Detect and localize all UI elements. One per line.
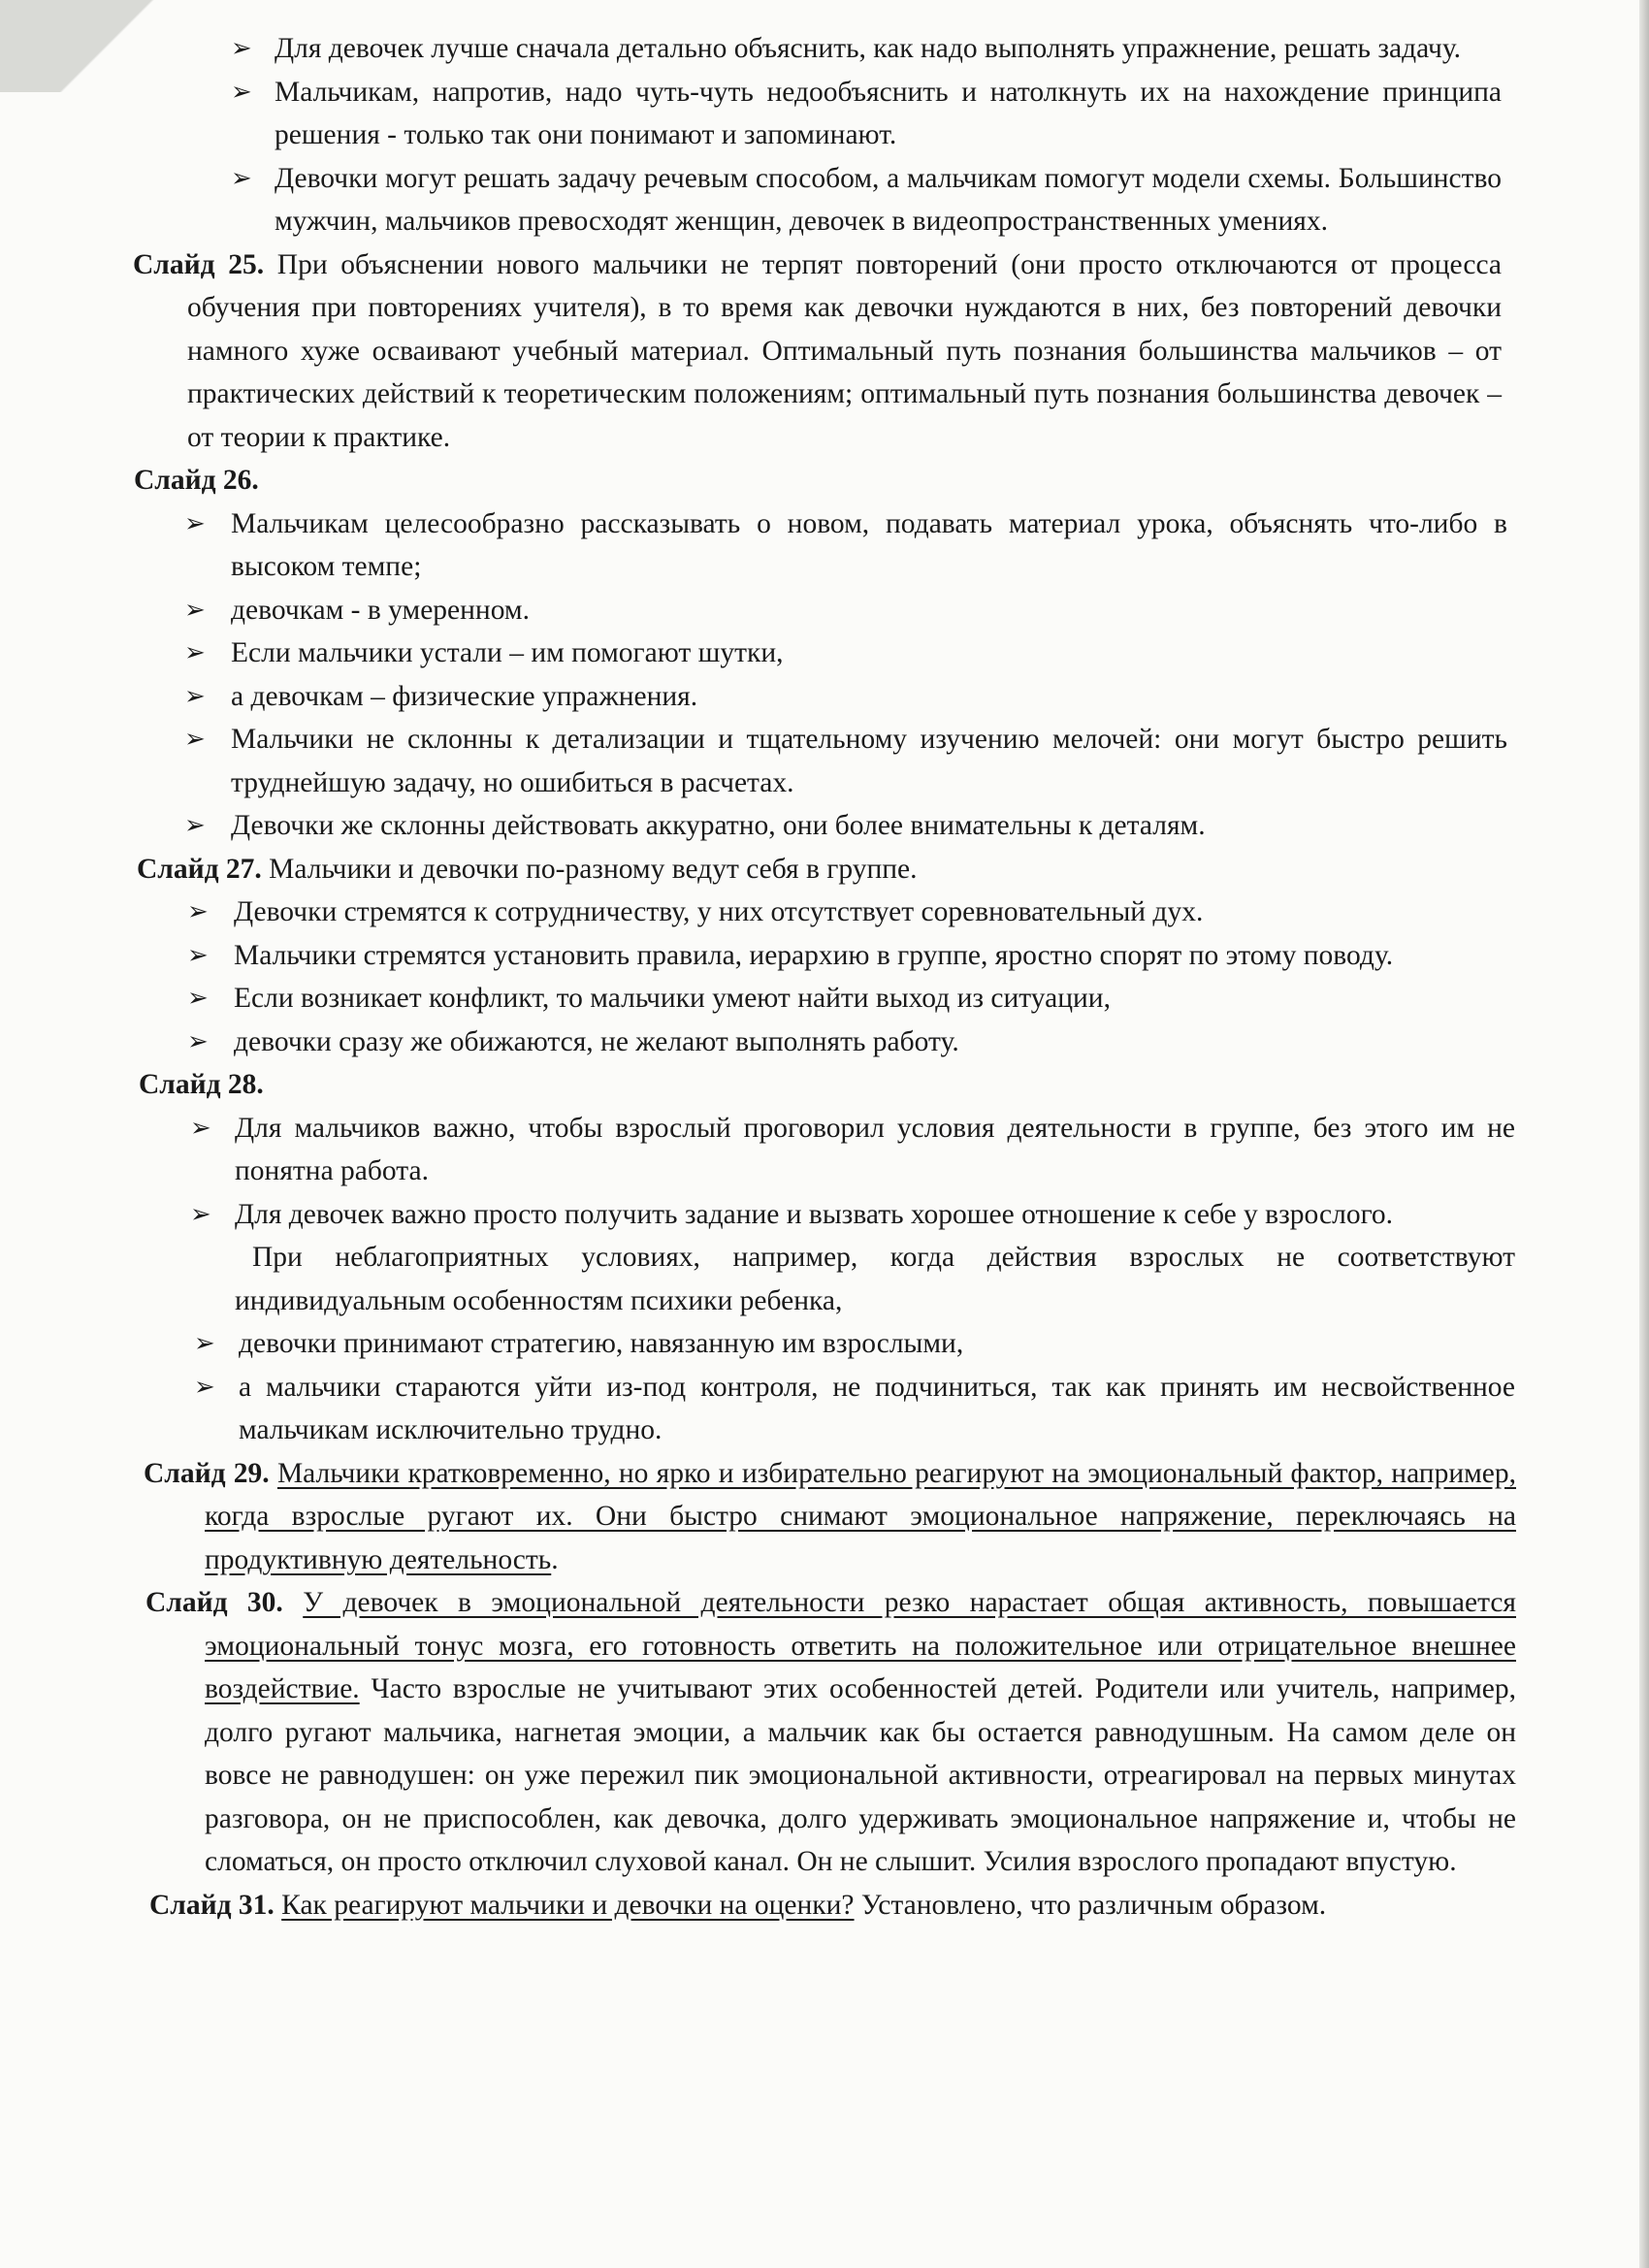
slide-29-paragraph <box>144 1452 1516 1582</box>
arrow-bullet-icon: ➢ <box>187 897 209 925</box>
slide-heading: Слайд 26. <box>134 465 259 496</box>
bullet-item <box>184 502 1507 589</box>
bullet-item <box>187 934 1510 978</box>
slide-heading: Слайд 25. <box>133 248 265 280</box>
slide-27-paragraph <box>137 848 1507 891</box>
bullet-item <box>231 157 1502 243</box>
slide-heading: Слайд 31. <box>149 1889 275 1921</box>
arrow-bullet-icon: ➢ <box>187 940 209 969</box>
slide-heading: Слайд 29. <box>144 1457 270 1489</box>
arrow-bullet-icon: ➢ <box>187 984 209 1012</box>
bullet-text: Если мальчики устали – им помогают шутки, <box>231 637 784 668</box>
slide-text: . <box>551 1543 559 1575</box>
arrow-bullet-icon: ➢ <box>190 1113 211 1142</box>
bullet-text: Девочки могут решать задачу речевым способом, а мальчикам помогут модели схемы. Большинство мужчин, мальчиков превосходят женщин, девочек в видеопространственных умениях. <box>275 162 1502 237</box>
bullet-text: Для девочек важно просто получить задание и вызвать хорошее отношение к себе у взрослого. <box>235 1198 1394 1230</box>
arrow-bullet-icon: ➢ <box>184 508 206 537</box>
slide-text: При объяснении нового мальчики не терпят повторений (они просто отключаются от процесса обучения при повторениях учителя), в то время как девочки нуждаются в них, без повторений девочки намного хуже осваивают учебный материал. Оптимальный путь познания большинства мальчиков – от практических действий к теоретическим положениям; оптимальный путь познания большинства девочек – от теории к практике. <box>187 248 1503 453</box>
bullet-item <box>187 977 1510 1021</box>
slide-heading: Слайд 27. <box>137 853 262 885</box>
bullet-item <box>187 891 1510 934</box>
slide-text: Установлено, что различным образом. <box>860 1889 1327 1921</box>
bullet-item <box>231 71 1502 157</box>
bullet-item <box>184 804 1507 848</box>
bullet-text: а девочкам – физические упражнения. <box>231 680 698 712</box>
slide-26-heading-line <box>134 459 1502 502</box>
underlined-text: Как реагируют мальчики и девочки на оценки? <box>281 1889 855 1921</box>
underlined-text: Мальчики кратковременно, но ярко и избирательно реагируют на эмоциональный фактор, например, когда взрослые ругают их. Они быстро снимают эмоциональное напряжение, переключаясь на продуктивную деятельность <box>205 1457 1516 1575</box>
bullet-item <box>231 27 1502 71</box>
arrow-bullet-icon: ➢ <box>184 681 206 710</box>
arrow-bullet-icon: ➢ <box>184 595 206 624</box>
bullet-item <box>184 589 1507 632</box>
bullet-text: Для мальчиков важно, чтобы взрослый проговорил условия деятельности в группе, без этого им не понятна работа. <box>235 1112 1515 1186</box>
bullet-text: девочки принимают стратегию, навязанную им взрослыми, <box>239 1328 964 1359</box>
bullet-text: Мальчикам, напротив, надо чуть-чуть недообъяснить и натолкнуть их на нахождение принципа решения - только так они понимают и запоминают. <box>275 76 1502 150</box>
slide-text: Часто взрослые не учитывают этих особенностей детей. Родители или учитель, например, долго ругают мальчика, нагнетая эмоции, а мальчик как бы остается равнодушным. На самом деле он вовсе не равнодушен: он уже пережил пик эмоциональной активности, отреагировал на первых минутах разговора, он не приспособлен, как девочка, долго удерживать эмоциональное напряжение и, чтобы не сломаться, он просто отключил слуховой канал. Он не слышит. Усилия взрослого пропадают впустую. <box>205 1673 1517 1877</box>
bullet-text: Девочки стремятся к сотрудничеству, у них отсутствует соревновательный дух. <box>234 896 1204 927</box>
slide-text: Мальчики и девочки по-разному ведут себя в группе. <box>269 853 918 885</box>
arrow-bullet-icon: ➢ <box>184 638 206 666</box>
arrow-bullet-icon: ➢ <box>231 34 252 62</box>
bullet-text: Мальчики не склонны к детализации и тщательному изучению мелочей: они могут быстро решить труднейшую задачу, но ошибиться в расчетах. <box>231 724 1507 798</box>
bullet-text: а мальчики стараются уйти из-под контроля, не подчиниться, так как принять им несвойственное мальчикам исключительно трудно. <box>239 1371 1515 1445</box>
bullet-item <box>190 1107 1515 1193</box>
bullet-text: Мальчики стремятся установить правила, иерархию в группе, яростно спорят по этому поводу. <box>234 939 1394 971</box>
bullet-text: Если возникает конфликт, то мальчики умеют найти выход из ситуации, <box>234 983 1111 1014</box>
arrow-bullet-icon: ➢ <box>231 77 252 106</box>
slide-31-paragraph <box>149 1884 1516 1928</box>
underlined-text: У девочек в эмоциональной деятельности резко нарастает общая активность, повышается эмоциональный тонус мозга, его готовность ответить на положительное или отрицательное внешнее воздействие. <box>205 1587 1516 1704</box>
bullet-text: девочкам - в умеренном. <box>231 594 530 626</box>
bullet-item <box>184 632 1507 675</box>
bullet-item <box>194 1366 1515 1452</box>
arrow-bullet-icon: ➢ <box>184 725 206 753</box>
arrow-bullet-icon: ➢ <box>194 1372 215 1401</box>
arrow-bullet-icon: ➢ <box>190 1199 211 1228</box>
paragraph-text: При неблагоприятных условиях, например, когда действия взрослых не соответствуют индивидуальным особенностям психики ребенка, <box>235 1242 1515 1316</box>
slide-28-heading-line <box>139 1063 1510 1107</box>
slide-30-paragraph <box>146 1581 1517 1884</box>
arrow-bullet-icon: ➢ <box>231 163 252 192</box>
bullet-item <box>184 675 1507 719</box>
bullet-text: Девочки же склонны действовать аккуратно, они более внимательны к деталям. <box>231 810 1206 841</box>
bullet-item <box>184 718 1507 804</box>
bullet-item <box>194 1322 1515 1366</box>
arrow-bullet-icon: ➢ <box>184 811 206 839</box>
slide-heading: Слайд 28. <box>139 1069 264 1100</box>
document-body <box>0 27 1649 1927</box>
bullet-text: девочки сразу же обижаются, не желают выполнять работу. <box>234 1025 959 1057</box>
slide-heading: Слайд 30. <box>146 1587 283 1618</box>
arrow-bullet-icon: ➢ <box>187 1026 209 1055</box>
bullet-item <box>187 1021 1510 1064</box>
slide-28-conditions-paragraph <box>235 1236 1515 1322</box>
arrow-bullet-icon: ➢ <box>194 1329 215 1357</box>
slide-25-paragraph <box>133 243 1502 460</box>
bullet-item <box>190 1193 1515 1237</box>
bullet-text: Мальчикам целесообразно рассказывать о новом, подавать материал урока, объяснять что-либо в высоком темпе; <box>231 507 1507 582</box>
bullet-text: Для девочек лучше сначала детально объяснить, как надо выполнять упражнение, решать задачу. <box>275 33 1462 64</box>
